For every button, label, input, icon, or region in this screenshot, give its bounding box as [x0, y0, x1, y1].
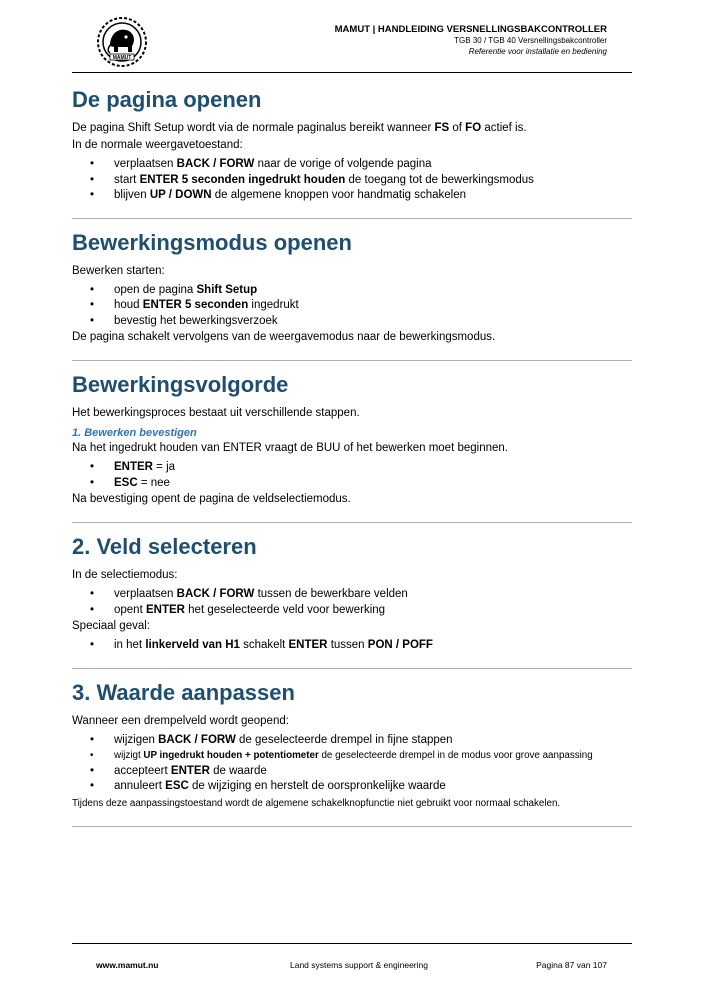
footer-page-number: Pagina 87 van 107 [536, 960, 607, 970]
paragraph: In de normale weergavetoestand: [72, 139, 243, 151]
paragraph: De pagina schakelt vervolgens van de weergavemodus naar de bewerkingsmodus. [72, 331, 496, 343]
svg-text:MAMUT: MAMUT [112, 55, 132, 61]
footer-company: Land systems support & engineering [290, 960, 428, 970]
section-veld-selecteren [72, 533, 632, 669]
list-item: • ENTER = ja [72, 460, 632, 476]
paragraph: In de selectiemodus: [72, 569, 178, 581]
footer-rule [72, 943, 632, 944]
list-item: • opent ENTER het geselecteerde veld voor bewerking [72, 603, 632, 619]
section-bewerkingsmodus-openen [72, 229, 632, 362]
paragraph: Bewerken starten: [72, 264, 165, 277]
bullet-list [72, 587, 632, 618]
bullet-list [72, 157, 632, 204]
header-rule [72, 72, 632, 73]
list-item: • bevestig het bewerkingsverzoek [72, 314, 632, 330]
paragraph: Speciaal geval: [72, 620, 150, 632]
section-heading: Bewerkingsvolgorde [72, 372, 289, 397]
section-pagina-openen [72, 86, 632, 219]
list-item: • verplaatsen BACK / FORW tussen de bewerkbare velden [72, 587, 632, 603]
section-divider [72, 218, 632, 219]
section-waarde-aanpassen [72, 679, 632, 827]
section-divider [72, 826, 632, 827]
subheading: 1. Bewerken bevestigen [72, 427, 197, 439]
list-item: • ESC = nee [72, 476, 632, 492]
bullet-list [72, 283, 632, 330]
page-header [335, 24, 607, 57]
bullet-list [72, 638, 632, 654]
section-heading: 2. Veld selecteren [72, 534, 257, 559]
section-divider [72, 668, 632, 669]
list-item: • start ENTER 5 seconden ingedrukt houden de toegang tot de bewerkingsmodus [72, 173, 632, 189]
bullet-list [72, 460, 632, 491]
list-item: • open de pagina Shift Setup [72, 283, 632, 299]
list-item: • blijven UP / DOWN de algemene knoppen voor handmatig schakelen [72, 188, 632, 204]
list-item: • annuleert ESC de wijziging en herstelt de oorspronkelijke waarde [72, 779, 632, 795]
paragraph: Na het ingedrukt houden van ENTER vraagt de BUU of het bewerken moet beginnen. [72, 442, 508, 454]
section-heading: De pagina openen [72, 87, 262, 112]
header-subtitle: TGB 30 / TGB 40 Versnellingsbakcontroller [454, 36, 607, 45]
section-heading: 3. Waarde aanpassen [72, 679, 295, 705]
paragraph: De pagina Shift Setup wordt via de normale paginalus bereikt wanneer FS of FO actief is. [72, 122, 527, 134]
footer-website: www.mamut.nu [96, 960, 159, 970]
list-item: • wijzigen BACK / FORW de geselecteerde drempel in fijne stappen [72, 733, 632, 749]
header-title: MAMUT | HANDLEIDING VERSNELLINGSBAKCONTROLLER [334, 24, 607, 35]
list-item: • in het linkerveld van H1 schakelt ENTER tussen PON / POFF [72, 638, 632, 654]
section-bewerkingsvolgorde [72, 371, 632, 523]
page-content [72, 76, 632, 827]
mamut-logo [96, 16, 148, 68]
section-divider [72, 360, 632, 361]
section-heading: Bewerkingsmodus openen [72, 229, 352, 255]
paragraph: Het bewerkingsproces bestaat uit verschillende stappen. [72, 407, 360, 419]
section-divider [72, 522, 632, 523]
header-reference: Referentie voor installatie en bediening [468, 47, 607, 56]
list-item: • accepteert ENTER de waarde [72, 764, 632, 780]
paragraph: Na bevestiging opent de pagina de veldselectiemodus. [72, 493, 351, 505]
list-item: • verplaatsen BACK / FORW naar de vorige of volgende pagina [72, 157, 632, 173]
paragraph: Wanneer een drempelveld wordt geopend: [72, 714, 289, 727]
list-item: • houd ENTER 5 seconden ingedrukt [72, 298, 632, 314]
list-item: • wijzigt UP ingedrukt houden + potentiometer de geselecteerde drempel in de modus voor grove aanpassing [72, 748, 632, 764]
paragraph: Tijdens deze aanpassingstoestand wordt de algemene schakelknopfunctie niet gebruikt voor normaal schakelen. [72, 797, 561, 809]
bullet-list [72, 733, 632, 795]
